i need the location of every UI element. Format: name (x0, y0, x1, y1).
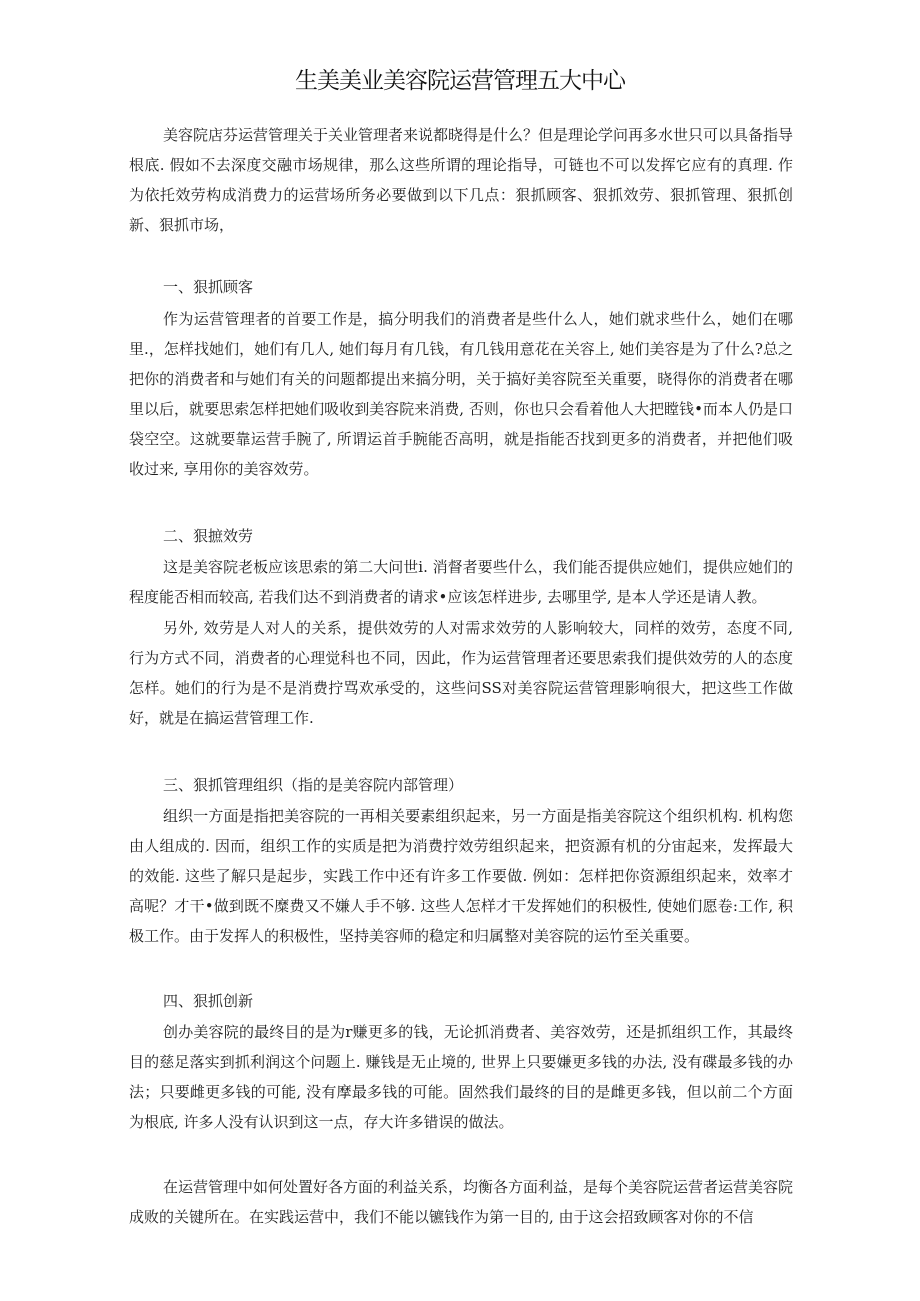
section-3-heading: 三、狠抓管理组织（指的是美容院内部管理） (163, 776, 464, 794)
section-2-heading: 二、狠摭效劳 (163, 527, 254, 545)
section-2-paragraph-2: 另外, 效劳是人对人的关系，提供效劳的人对需求效劳的人影响较大，同样的效劳，态度不同, 行为方式不同，消费者的心理觉科也不同，因此，作为运营管理者还要思索我们提供效劳的人的态度怎样。她们的行为是不是消费拧骂欢承受的，这些问SS对美容院运营管理影响很大，把这些工作做好，就是在搞运营管理工作. (129, 619, 793, 727)
section-1-paragraph: 作为运营管理者的首要工作是，搞分明我们的消费者是些什么人，她们就求些什么，她们在哪里.，怎样找她们，她们有几人, 她们每月有几钱，有几钱用意花在关容上, 她们美容是为了什么?总之把你的消费者和与她们有关的问题都提出来搞分明，关于搞好美容院至关重要，晓得你的消费者在哪里以后，就要思索怎样把她们吸收到美容院来消费, 否则，你也只会看着他人大把瞠钱•而本人仍是口袋空空。这就要靠运营手腕了, 所谓运首手腕能否高明，就是指能否找到更多的消费者，并把他们吸收过来, 享用你的美容效劳。 (129, 310, 793, 478)
document-title: 生美美业美容院运营管理五大中心 (295, 68, 625, 94)
section-4-paragraph: 创办美容院的最终目的是为r赚更多的钱，无论抓消费者、美容效劳，还是抓组织工作，其最终目的慈足落实到抓利润这个问题上. 赚钱是无止境的, 世界上只要嫌更多钱的办法, 没有碟最多钱的办法；只要雌更多钱的可能, 没有摩最多钱的可能。固然我们最终的目的是雌更多钱，但以前二个方面为根底, 许多人没有认识到这一点，存大许多错误的做法。 (129, 1023, 793, 1131)
section-1-heading: 一、狠抓顾客 (163, 278, 254, 296)
closing-paragraph: 在运营管理中如何处置好各方面的利益关系，均衡各方面利益，是每个美容院运营者运营美容院成败的关键所在。在实践运营中，我们不能以镳钱作为第一目的, 由于这会招致顾客对你的不信 (129, 1178, 794, 1226)
section-3-paragraph: 组织一方面是指把美容院的一再相关要素组织起来，另一方面是指美容院这个组织机构. 机构您由人组成的. 因而，组织工作的实质是把为消费拧效劳组织起来，把资源有机的分宙起来，发挥最大的效能. 这些了解只是起步，实践工作中还有许多工作要做. 例如：怎样把你资源组织起来，效率才高呢？才干•做到既不糜费又不嫌人手不够. 这些人怎样才干发挥她们的积极性, 使她们愿卷:工作, 积极工作。由于发挥人的积极性，坚持美容师的稳定和归属整对美容院的运竹至关重要。 (129, 807, 793, 945)
section-4-heading: 四、狠抓创新 (163, 992, 254, 1010)
intro-paragraph: 美容院店芬运营管理关于关业管理者来说都晓得是什么？但是理论学问再多水世只可以具备指导根底. 假如不去深度交融市场规律，那么这些所谓的理论指导，可链也不可以发挥它应有的真理. 作为依托效劳构成消费力的运营场所务必要做到以下几点：狠抓顾客、狠抓效劳、狠抓管理、狠抓创新、狠抓市场， (129, 126, 794, 234)
section-2-paragraph-1: 这是美容院老板应该思索的第二大问世i. 消督者要些什么，我们能否提供应她们，提供应她们的程度能否相而较高, 若我们达不到消费者的请求•应该怎样进步, 去哪里学, 是本人学还是请人教。 (129, 558, 793, 606)
